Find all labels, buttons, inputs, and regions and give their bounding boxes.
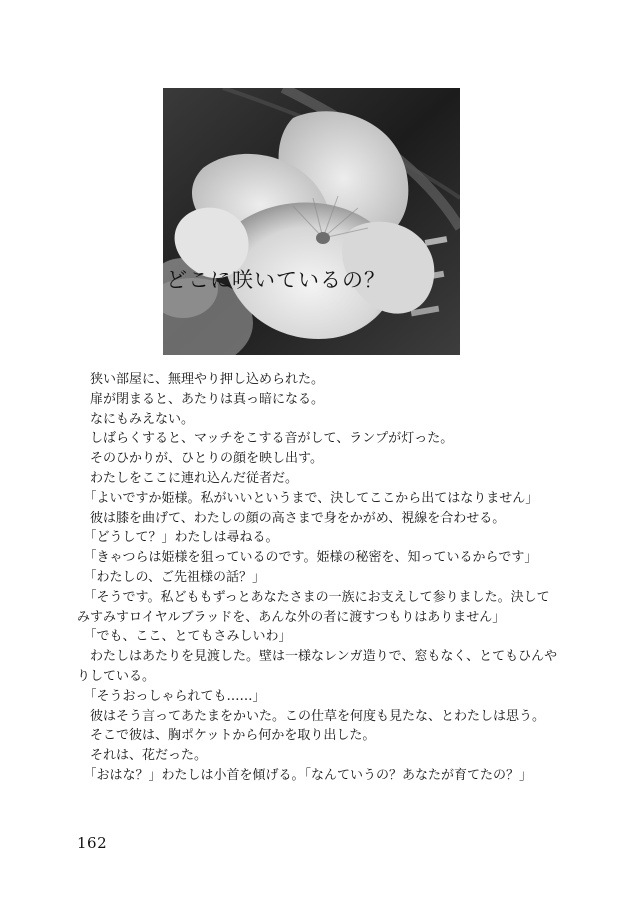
text-line: 「どうして？」わたしは尋ねる。 xyxy=(77,530,279,546)
body-text xyxy=(77,370,567,786)
text-line: それは、花だった。 xyxy=(77,748,208,764)
text-line: 彼は膝を曲げて、わたしの顔の高さまで身をかがめ、視線を合わせる。 xyxy=(77,510,506,526)
flower-photo xyxy=(163,88,460,355)
text-line: 「そうおっしゃられても……」 xyxy=(77,688,266,704)
text-line: なにもみえない。 xyxy=(77,411,195,427)
text-line: りしている。 xyxy=(77,668,156,684)
text-line: 扉が閉まると、あたりは真っ暗になる。 xyxy=(77,391,325,407)
text-line: そこで彼は、胸ポケットから何かを取り出した。 xyxy=(77,728,376,744)
text-line: 「でも、ここ、とてもさみしいわ」 xyxy=(77,629,292,645)
text-line: 「わたしの、ご先祖様の話？」 xyxy=(77,569,265,585)
text-line: みすみすロイヤルブラッドを、あんな外の者に渡すつもりはありません」 xyxy=(77,609,506,625)
photo-caption: どこに咲いているの？ xyxy=(166,268,386,292)
text-line: 「そうです。私どももずっとあなたさまの一族にお支えして参りました。決して xyxy=(77,589,550,605)
text-line: そのひかりが、ひとりの顔を映し出す。 xyxy=(77,451,323,467)
text-line: 狭い部屋に、無理やり押し込められた。 xyxy=(77,372,325,387)
page-number: 162 xyxy=(77,834,108,852)
text-line: わたしはあたりを見渡した。壁は一様なレンガ造りで、窓もなく、とてもひんや xyxy=(77,649,558,665)
text-line: 「きゃつらは姫様を狙っているのです。姫様の秘密を、知っているからです」 xyxy=(77,550,538,566)
text-line: 彼はそう言ってあたまをかいた。この仕草を何度も見たな、とわたしは思う。 xyxy=(77,708,546,724)
text-line: しばらくすると、マッチをこする音がして、ランプが灯った。 xyxy=(77,431,454,447)
text-line: わたしをここに連れ込んだ従者だ。 xyxy=(77,470,299,486)
text-line: 「よいですか姫様。私がいいというまで、決してここから出てはなりません」 xyxy=(77,490,539,506)
text-line: 「おはな？」わたしは小首を傾げる。「なんていうの？あなたが育てたの？」 xyxy=(77,767,533,783)
